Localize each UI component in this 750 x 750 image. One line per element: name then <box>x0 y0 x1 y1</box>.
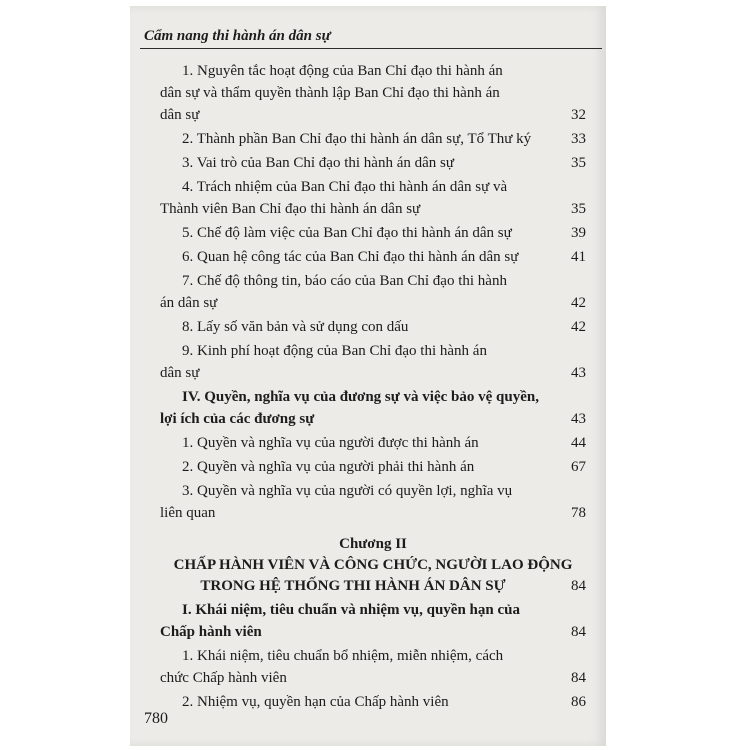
toc-section-iv <box>160 386 586 430</box>
toc-entry <box>160 340 586 384</box>
toc-entry-line: 6. Quan hệ công tác của Ban Chỉ đạo thi hành án dân sự <box>182 249 519 265</box>
toc-page-number: 84 <box>571 670 586 686</box>
toc-entry <box>160 645 586 689</box>
toc-page-number: 33 <box>571 131 586 147</box>
toc-entry <box>160 316 586 338</box>
toc-entry <box>160 456 586 478</box>
toc-page-number: 32 <box>571 107 586 123</box>
toc-page-number: 67 <box>571 459 586 475</box>
toc-entry-line: chức Chấp hành viên <box>160 670 287 686</box>
entries-section-iii <box>160 60 586 384</box>
toc-page-number: 39 <box>571 225 586 241</box>
running-head: Cẩm nang thi hành án dân sự <box>144 28 331 44</box>
toc-entry-line: 2. Thành phần Ban Chỉ đạo thi hành án dân sự, Tổ Thư ký <box>182 131 532 147</box>
toc-entry-line: dân sự <box>160 365 200 381</box>
toc-page-number: 35 <box>571 201 586 217</box>
toc-entry <box>160 152 586 174</box>
book-page <box>130 6 606 746</box>
toc-entry-line: 1. Quyền và nghĩa vụ của người được thi hành án <box>182 435 479 451</box>
toc-entry <box>160 128 586 150</box>
toc-entry <box>160 246 586 268</box>
entries-section-iv <box>160 432 586 524</box>
chapter-title-row <box>160 576 586 597</box>
toc-page-number: 84 <box>571 624 586 640</box>
toc-page-number: 84 <box>571 578 586 594</box>
toc-page-number: 41 <box>571 249 586 265</box>
toc-entry-line: dân sự và thẩm quyền thành lập Ban Chỉ đạo thi hành án <box>160 85 500 101</box>
table-of-contents <box>160 58 586 713</box>
toc-page-number: 44 <box>571 435 586 451</box>
toc-entry-line: Thành viên Ban Chỉ đạo thi hành án dân sự <box>160 201 421 217</box>
toc-page-number: 43 <box>571 411 586 427</box>
toc-section-i <box>160 599 586 643</box>
toc-entry-line: 1. Khái niệm, tiêu chuẩn bổ nhiệm, miễn nhiệm, cách <box>182 648 504 664</box>
toc-page-number: 78 <box>571 505 586 521</box>
chapter-title-line-2: TRONG HỆ THỐNG THI HÀNH ÁN DÂN SỰ <box>200 578 506 594</box>
toc-entry <box>160 691 586 713</box>
toc-entry-line: I. Khái niệm, tiêu chuẩn và nhiệm vụ, quyền hạn của <box>182 602 520 618</box>
toc-entry <box>160 176 586 220</box>
toc-entry-line: 1. Nguyên tắc hoạt động của Ban Chỉ đạo thi hành án <box>182 63 503 79</box>
toc-page-number: 42 <box>571 295 586 311</box>
chapter-heading <box>160 534 586 597</box>
toc-page-number: 35 <box>571 155 586 171</box>
toc-entry-line: 7. Chế độ thông tin, báo cáo của Ban Chỉ đạo thi hành <box>182 273 507 289</box>
toc-entry-line: 3. Vai trò của Ban Chỉ đạo thi hành án dân sự <box>182 155 454 171</box>
page-number: 780 <box>144 710 168 727</box>
toc-entry-line: 2. Nhiệm vụ, quyền hạn của Chấp hành viên <box>182 694 449 710</box>
toc-entry-line: liên quan <box>160 505 216 521</box>
toc-entry-line: IV. Quyền, nghĩa vụ của đương sự và việc bảo vệ quyền, <box>182 389 539 405</box>
toc-entry-line: 3. Quyền và nghĩa vụ của người có quyền lợi, nghĩa vụ <box>182 483 513 499</box>
toc-entry <box>160 270 586 314</box>
toc-entry-line: 5. Chế độ làm việc của Ban Chỉ đạo thi hành án dân sự <box>182 225 512 241</box>
toc-entry-line: Chấp hành viên <box>160 624 262 640</box>
toc-page-number: 42 <box>571 319 586 335</box>
toc-page-number: 86 <box>571 694 586 710</box>
toc-entry-line: án dân sự <box>160 295 218 311</box>
toc-entry <box>160 60 586 126</box>
toc-page-number: 43 <box>571 365 586 381</box>
toc-entry-line: 8. Lấy số văn bản và sử dụng con dấu <box>182 319 409 335</box>
toc-entry-line: 2. Quyền và nghĩa vụ của người phải thi hành án <box>182 459 475 475</box>
chapter-label: Chương II <box>339 536 407 552</box>
toc-entry <box>160 432 586 454</box>
toc-entry-line: 4. Trách nhiệm của Ban Chỉ đạo thi hành án dân sự và <box>182 179 508 195</box>
toc-entry-line: lợi ích của các đương sự <box>160 411 315 427</box>
toc-entry <box>160 222 586 244</box>
header-rule <box>140 48 602 49</box>
toc-entry <box>160 480 586 524</box>
toc-entry-line: dân sự <box>160 107 200 123</box>
toc-entry-line: 9. Kinh phí hoạt động của Ban Chỉ đạo thi hành án <box>182 343 487 359</box>
entries-section-i <box>160 645 586 713</box>
chapter-title-line-1: CHẤP HÀNH VIÊN VÀ CÔNG CHỨC, NGƯỜI LAO ĐỘNG <box>173 557 573 573</box>
